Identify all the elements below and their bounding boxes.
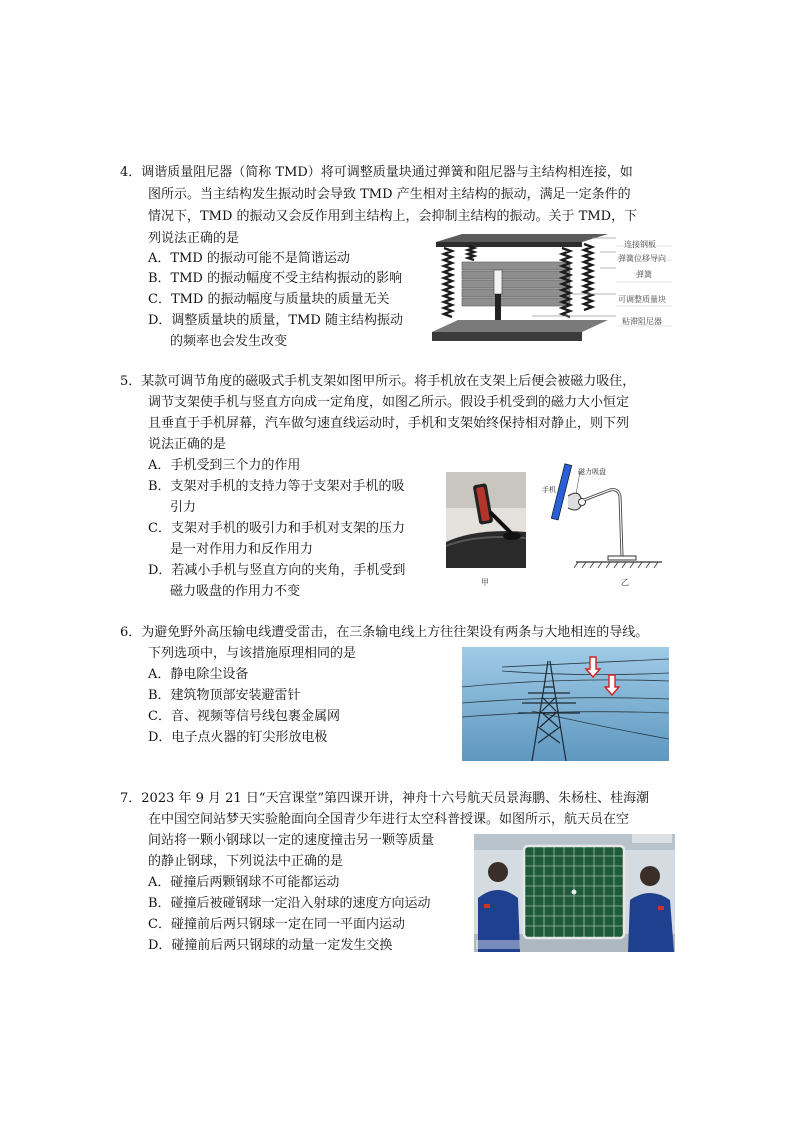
question-6-stem-line-2: 下列选项中，与该措施原理相同的是 (148, 646, 357, 661)
question-5-option-b-continued: 引力 (170, 500, 197, 515)
question-6-option-c[interactable]: C．音、视频等信号线包裹金属网 (148, 709, 340, 724)
power-line-photo-drawing (462, 647, 669, 761)
question-7-stem-line-4: 的静止钢球，下列说法中正确的是 (148, 854, 344, 869)
power-line-photo (462, 647, 669, 761)
question-4-stem-line-2: 图所示。当主结构发生振动时会导致 TMD 产生相对主结构的振动，满足一定条件的 (148, 187, 631, 202)
question-4-stem-line-3: 情况下，TMD 的振动又会反作用到主结构上，会抑制主结构的振动。关于 TMD，下 (148, 209, 638, 224)
question-7-option-b[interactable]: B．碰撞后被碰钢球一定沿入射球的速度方向运动 (148, 896, 431, 911)
phone-holder-diagram (542, 458, 664, 570)
question-5-option-c[interactable]: C．支架对手机的吸引力和手机对支架的压力 (148, 521, 405, 536)
tmd-label-plate: 连接钢板 (624, 240, 656, 249)
figure-yi-label: 乙 (621, 578, 629, 587)
space-classroom-photo-drawing (474, 834, 675, 952)
question-5-option-b[interactable]: B．支架对手机的支持力等于支架对手机的吸 (148, 479, 405, 494)
question-5-stem-line-3: 且垂直于手机屏幕，汽车做匀速直线运动时，手机和支架始终保持相对静止，则下列 (148, 416, 630, 431)
phone-holder-photo-drawing (446, 472, 526, 568)
question-6-option-a[interactable]: A．静电除尘设备 (148, 667, 249, 682)
tmd-label-damper: 粘滞阻尼器 (622, 317, 662, 326)
question-4-option-d-continued: 的频率也会发生改变 (170, 334, 288, 349)
phone-label: 手机 (542, 486, 556, 494)
question-5-option-d[interactable]: D．若减小手机与竖直方向的夹角，手机受到 (148, 563, 406, 578)
question-4-stem-line-4: 列说法正确的是 (148, 231, 240, 246)
question-7-stem-line-1: 7．2023 年 9 月 21 日“天宫课堂”第四课开讲，神舟十六号航天员景海鹏、朱杨柱、桂海潮 (120, 791, 650, 806)
question-6-option-b[interactable]: B．建筑物顶部安装避雷针 (148, 688, 301, 703)
question-5-option-d-continued: 磁力吸盘的作用力不变 (170, 584, 301, 599)
tmd-label-mass: 可调整质量块 (618, 295, 666, 304)
question-5-option-a[interactable]: A．手机受到三个力的作用 (148, 458, 301, 473)
question-7-stem-line-3: 间站将一颗小钢球以一定的速度撞击另一颗等质量 (148, 833, 435, 848)
tmd-label-guide: 弹簧位移导向 (618, 254, 666, 263)
question-4-stem-line-1: 4．调谐质量阻尼器（简称 TMD）将可调整质量块通过弹簧和阻尼器与主结构相连接，如 (120, 165, 633, 180)
question-7-option-a[interactable]: A．碰撞后两颗钢球不可能都运动 (148, 875, 340, 890)
suction-cup-label: 磁力吸盘 (578, 468, 606, 476)
question-4-option-a[interactable]: A．TMD 的振动可能不是简谐运动 (148, 251, 350, 266)
question-5-stem-line-4: 说法正确的是 (148, 437, 227, 452)
figure-jia-label: 甲 (481, 578, 489, 587)
question-5-stem-line-1: 5．某款可调节角度的磁吸式手机支架如图甲所示。将手机放在支架上后便会被磁力吸住， (120, 374, 636, 389)
tmd-figure (432, 232, 674, 344)
question-7-option-d[interactable]: D．碰撞前后两只钢球的动量一定发生交换 (148, 938, 393, 953)
question-6-stem-line-1: 6．为避免野外高压输电线遭受雷击，在三条输电线上方往往架设有两条与大地相连的导线。 (120, 625, 649, 640)
space-classroom-photo (474, 834, 675, 952)
question-7-stem-line-2: 在中国空间站梦天实验舱面向全国青少年进行太空科普授课。如图所示，航天员在空 (148, 812, 630, 827)
question-6-option-d[interactable]: D．电子点火器的钉尖形放电极 (148, 730, 328, 745)
question-4-option-c[interactable]: C．TMD 的振动幅度与质量块的质量无关 (148, 292, 390, 307)
question-5-option-c-continued: 是一对作用力和反作用力 (170, 542, 314, 557)
question-4-option-d[interactable]: D．调整质量块的质量，TMD 随主结构振动 (148, 313, 403, 328)
question-7-option-c[interactable]: C．碰撞前后两只钢球一定在同一平面内运动 (148, 917, 405, 932)
question-4-option-b[interactable]: B．TMD 的振动幅度不受主结构振动的影响 (148, 271, 403, 286)
phone-holder-photo (446, 472, 526, 568)
question-5-stem-line-2: 调节支架使手机与竖直方向成一定角度，如图乙所示。假设手机受到的磁力大小恒定 (148, 395, 630, 410)
tmd-label-spring: 弹簧 (636, 270, 652, 279)
